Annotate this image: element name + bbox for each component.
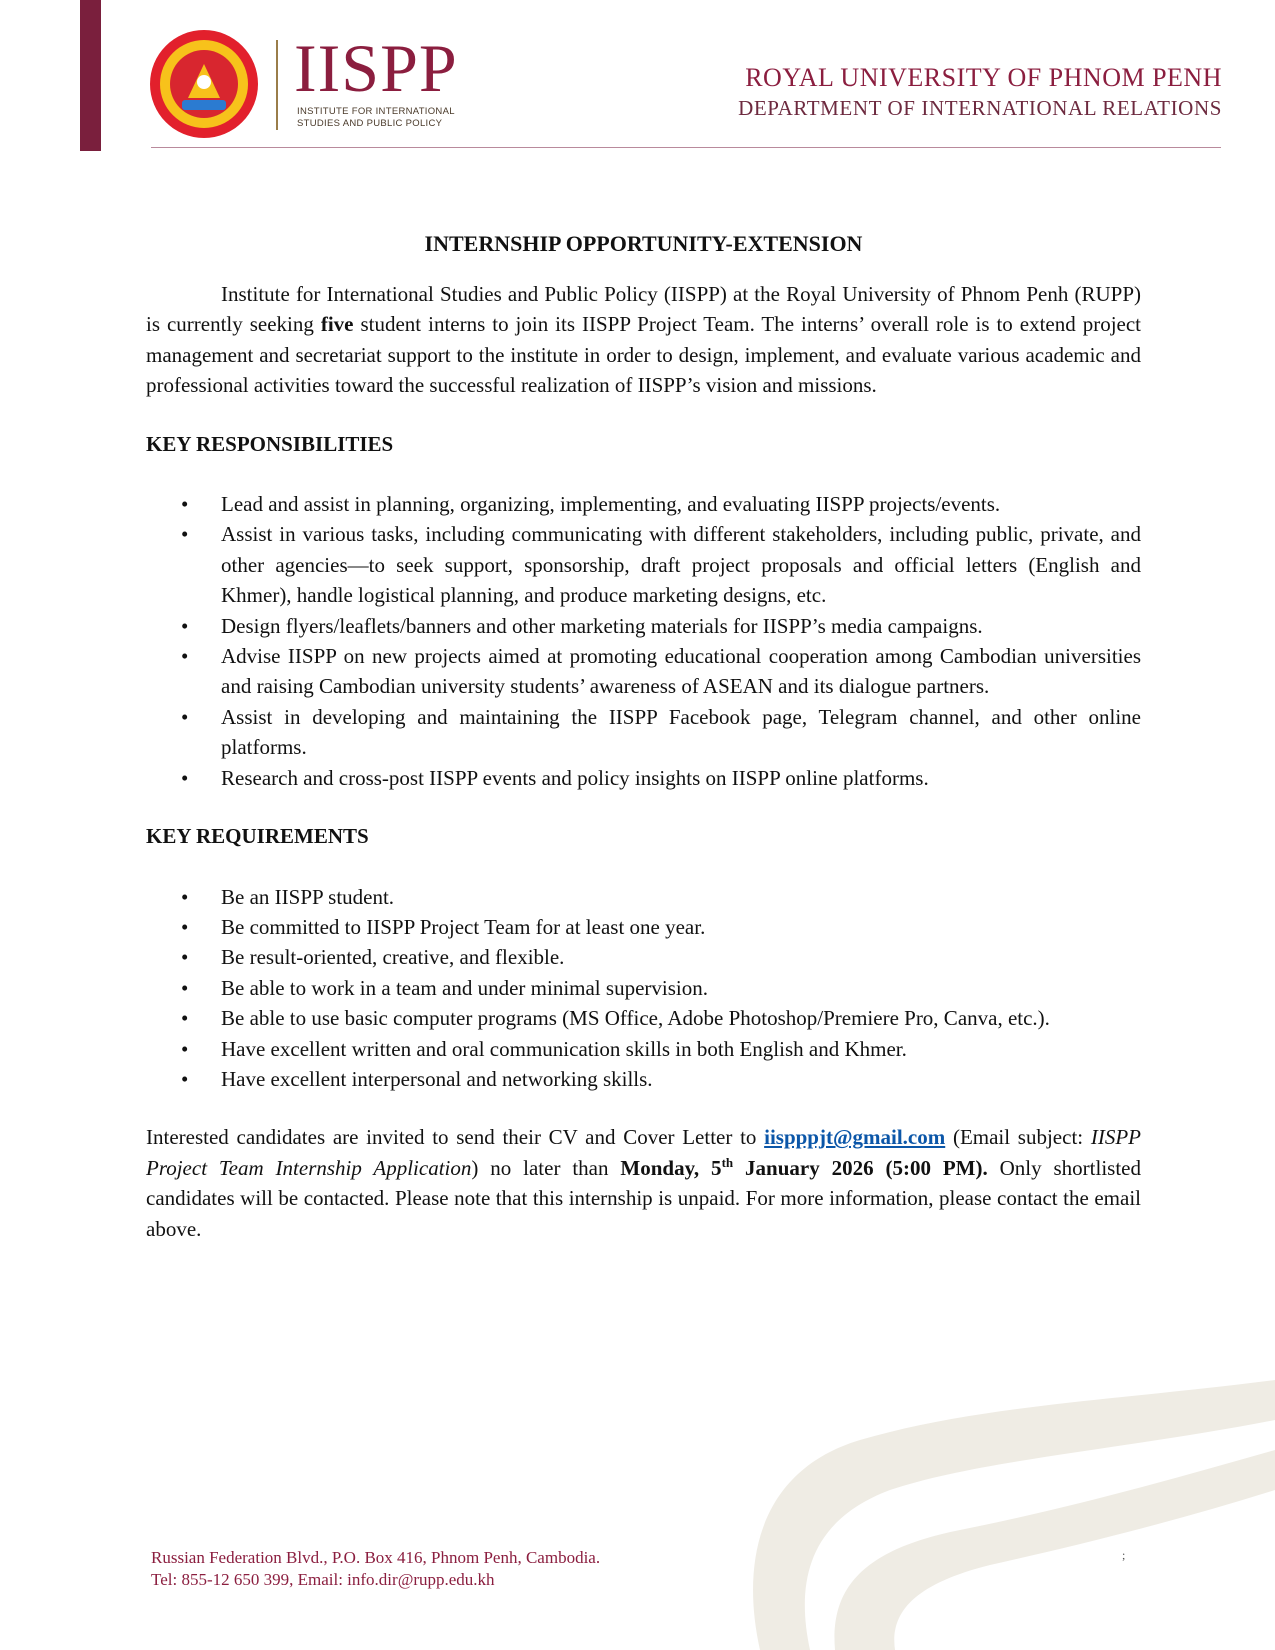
bullet-icon: •	[181, 1006, 189, 1031]
list-item	[146, 942, 1141, 972]
footer-phone-email: Tel: 855-12 650 399, Email: info.dir@rupp.edu.kh	[151, 1570, 495, 1589]
closing-text-3: ) no later than	[471, 1155, 621, 1180]
list-item	[146, 1034, 1141, 1064]
bullet-icon: •	[181, 613, 189, 638]
iispp-logo-text: IISPP	[294, 30, 458, 106]
deadline-part-b: January 2026 (5:00 PM).	[733, 1155, 988, 1180]
requirement-text: Be result-oriented, creative, and flexible.	[221, 945, 565, 970]
list-item	[146, 489, 1141, 519]
bullet-icon: •	[181, 1066, 189, 1091]
bullet-icon: •	[181, 884, 189, 909]
list-item	[146, 763, 1141, 793]
deadline-part-a: Monday, 5	[620, 1155, 722, 1180]
responsibility-text: Assist in various tasks, including communicating with different stakeholders, including public, private, and other agencies—to seek support, sponsorship, draft project proposals and official letters (English and Khmer), handle logistical planning, and produce marketing designs, etc.	[221, 522, 1141, 608]
bullet-icon: •	[181, 975, 189, 1000]
requirements-list	[146, 882, 1141, 1095]
closing-text-2: (Email subject:	[945, 1125, 1091, 1150]
bullet-icon: •	[181, 492, 189, 517]
document-body	[146, 229, 1141, 1244]
intro-text-1: Institute for International Studies and Public Policy (IISPP) at the Royal University of Phnom Penh (RUPP) is currently seeking	[146, 282, 1141, 337]
bullet-icon: •	[181, 704, 189, 729]
bullet-icon: •	[181, 945, 189, 970]
bullet-icon: •	[181, 644, 189, 669]
responsibility-text: Assist in developing and maintaining the IISPP Facebook page, Telegram channel, and other online platforms.	[221, 704, 1141, 760]
list-item	[146, 973, 1141, 1003]
list-item	[146, 702, 1141, 763]
bullet-icon: •	[181, 765, 189, 790]
decorative-wave-graphic	[740, 1380, 1275, 1650]
university-name: ROYAL UNIVERSITY OF PHNOM PENH	[745, 63, 1222, 92]
requirement-text: Have excellent written and oral communication skills in both English and Khmer.	[221, 1036, 907, 1061]
bullet-icon: •	[181, 914, 189, 939]
closing-text-4: Only shortlisted candidates will be contacted. Please note that this internship is unpaid. For more information, please contact the email above.	[146, 1155, 1142, 1241]
university-header	[738, 62, 1222, 122]
responsibilities-heading: KEY RESPONSIBILITIES	[146, 431, 394, 456]
responsibility-text: Advise IISPP on new projects aimed at promoting educational cooperation among Cambodian universities and raising Cambodian university students’ awareness of ASEAN and its dialogue partners.	[221, 644, 1141, 699]
document-title: INTERNSHIP OPPORTUNITY-EXTENSION	[424, 231, 863, 256]
bullet-icon: •	[181, 1036, 189, 1061]
responsibility-text: Research and cross-post IISPP events and policy insights on IISPP online platforms.	[221, 765, 929, 790]
department-name: DEPARTMENT OF INTERNATIONAL RELATIONS	[738, 96, 1222, 120]
bullet-icon: •	[181, 522, 189, 547]
intro-paragraph	[146, 279, 1141, 401]
email-subject: IISPP Project Team Internship Application	[146, 1125, 1141, 1180]
closing-paragraph	[146, 1122, 1141, 1244]
list-item	[146, 519, 1141, 610]
iispp-logo-subtitle	[297, 106, 455, 130]
footer-contact	[151, 1547, 600, 1591]
list-item	[146, 882, 1141, 912]
application-email-link[interactable]: iispppjt@gmail.com	[764, 1125, 946, 1150]
responsibilities-list	[146, 489, 1141, 793]
requirement-text: Be able to work in a team and under minimal supervision.	[221, 975, 708, 1000]
responsibility-text: Lead and assist in planning, organizing, implementing, and evaluating IISPP projects/events.	[221, 492, 1001, 517]
logo-subtitle-line1: INSTITUTE FOR INTERNATIONAL	[297, 106, 455, 117]
list-item	[146, 1064, 1141, 1094]
list-item	[146, 611, 1141, 641]
side-accent-bar	[80, 0, 101, 151]
page-mark: ;	[1122, 1548, 1126, 1562]
deadline-ordinal: th	[721, 1154, 734, 1170]
intro-bold-count: five	[320, 312, 354, 337]
list-item	[146, 912, 1141, 942]
logo-divider	[276, 40, 278, 130]
footer-address: Russian Federation Blvd., P.O. Box 416, Phnom Penh, Cambodia.	[151, 1548, 601, 1567]
list-item	[146, 1003, 1141, 1033]
requirement-text: Be an IISPP student.	[221, 884, 395, 909]
logo-subtitle-line2: STUDIES AND PUBLIC POLICY	[297, 118, 443, 129]
application-deadline	[620, 1156, 987, 1180]
intro-text-2: student interns to join its IISPP Project Team. The interns’ overall role is to extend project management and secretariat support to the institute in order to design, implement, and evaluate various academic and professional activities toward the successful realization of IISPP’s vision and missions.	[146, 312, 1142, 398]
list-item	[146, 641, 1141, 702]
requirements-heading: KEY REQUIREMENTS	[146, 824, 369, 849]
responsibility-text: Design flyers/leaflets/banners and other marketing materials for IISPP’s media campaigns.	[221, 613, 983, 638]
header-rule	[151, 147, 1221, 148]
rupp-seal-logo	[148, 28, 260, 140]
requirement-text: Be able to use basic computer programs (MS Office, Adobe Photoshop/Premiere Pro, Canva, etc.).	[221, 1006, 1050, 1031]
requirement-text: Have excellent interpersonal and networking skills.	[221, 1066, 653, 1091]
closing-text-1: Interested candidates are invited to send their CV and Cover Letter to	[146, 1125, 765, 1150]
requirement-text: Be committed to IISPP Project Team for at least one year.	[221, 914, 706, 939]
